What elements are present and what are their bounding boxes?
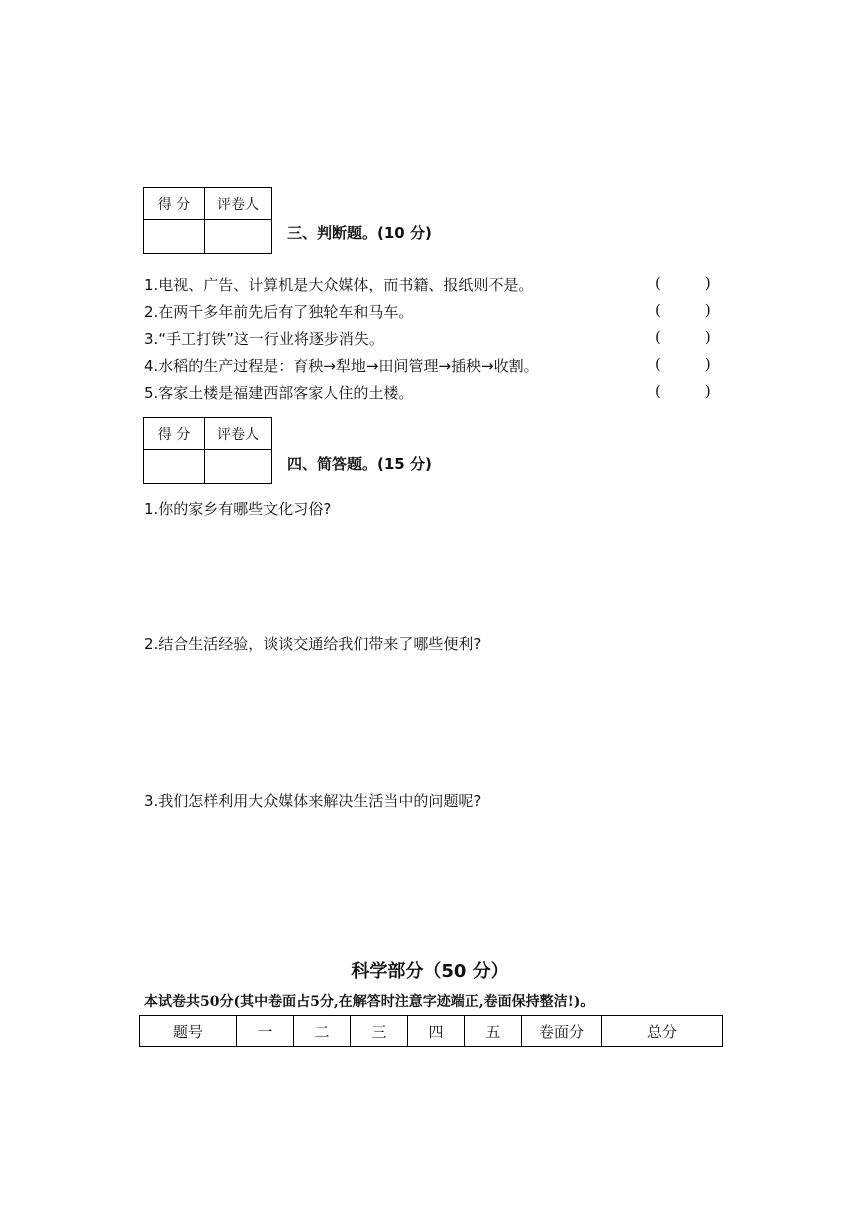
judge-item-3: 3.“手工打铁”这一行业将逐步消失。	[144, 330, 384, 348]
answer-blank-5[interactable]: ( )	[655, 382, 711, 400]
exam-note: 本试卷共50分(其中卷面占5分,在解答时注意字迹端正,卷面保持整洁!)。	[144, 994, 595, 1010]
header-part-5: 五	[465, 1016, 522, 1047]
header-part-1: 一	[237, 1016, 294, 1047]
header-neatness-score: 卷面分	[522, 1016, 602, 1047]
judge-item-4: 4.水稻的生产过程是：育秧→犁地→田间管理→插秧→收割。	[144, 357, 539, 375]
section4-title: 四、简答题。(15 分)	[287, 455, 432, 473]
section3-title: 三、判断题。(10 分)	[287, 224, 432, 242]
answer-blank-1[interactable]: ( )	[655, 274, 711, 292]
score-cell[interactable]	[144, 220, 205, 254]
grader-label: 评卷人	[205, 188, 272, 220]
judge-item-1: 1.电视、广告、计算机是大众媒体，而书籍、报纸则不是。	[144, 276, 534, 294]
grader-cell[interactable]	[205, 450, 272, 484]
header-total-score: 总分	[602, 1016, 723, 1047]
judge-item-2: 2.在两千多年前先后有了独轮车和马车。	[144, 303, 414, 321]
answer-blank-4[interactable]: ( )	[655, 355, 711, 373]
score-cell[interactable]	[144, 450, 205, 484]
grader-cell[interactable]	[205, 220, 272, 254]
short-answer-question-3: 3.我们怎样利用大众媒体来解决生活当中的问题呢?	[144, 792, 482, 810]
header-part-2: 二	[294, 1016, 351, 1047]
score-label: 得 分	[144, 188, 205, 220]
judge-item-5: 5.客家土楼是福建西部客家人住的土楼。	[144, 384, 414, 402]
grader-label: 评卷人	[205, 418, 272, 450]
science-section-title: 科学部分（50 分）	[351, 961, 509, 982]
short-answer-question-1: 1.你的家乡有哪些文化习俗?	[144, 500, 332, 518]
score-box-section3	[143, 187, 272, 254]
header-part-4: 四	[408, 1016, 465, 1047]
answer-blank-2[interactable]: ( )	[655, 301, 711, 319]
score-summary-table	[139, 1015, 723, 1047]
header-question-number: 题号	[140, 1016, 237, 1047]
answer-blank-3[interactable]: ( )	[655, 328, 711, 346]
score-label: 得 分	[144, 418, 205, 450]
short-answer-question-2: 2.结合生活经验，谈谈交通给我们带来了哪些便利?	[144, 635, 482, 653]
header-part-3: 三	[351, 1016, 408, 1047]
score-box-section4	[143, 417, 272, 484]
